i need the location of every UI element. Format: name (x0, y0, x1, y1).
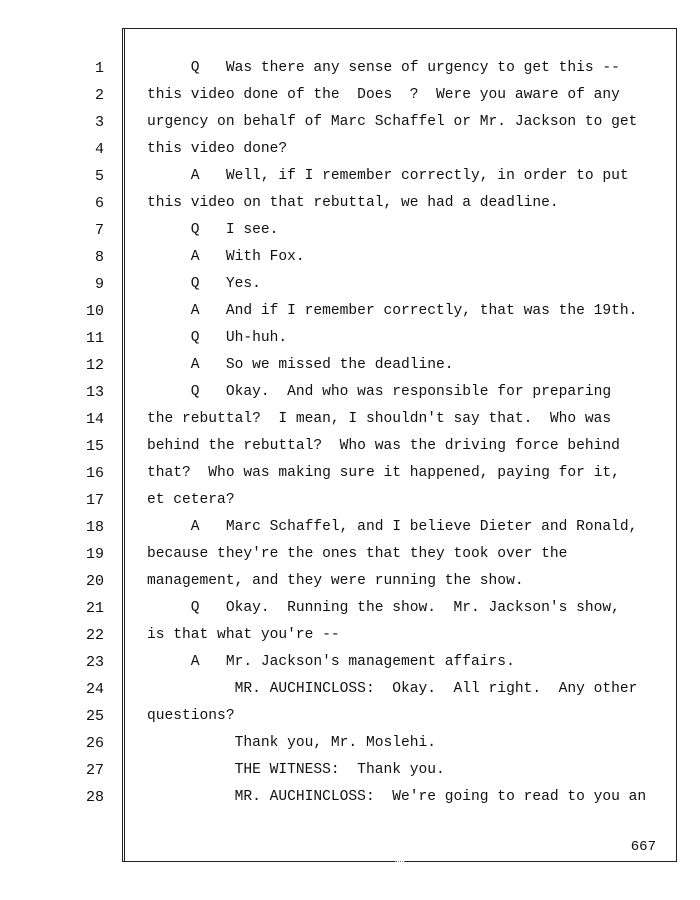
transcript-line (0, 55, 700, 82)
line-number: 19 (85, 546, 104, 563)
transcript-line (0, 676, 700, 703)
line-number: 11 (85, 330, 104, 347)
transcript-line (0, 82, 700, 109)
transcript-line (0, 487, 700, 514)
transcript-line (0, 622, 700, 649)
line-number: 17 (85, 492, 104, 509)
transcript-line (0, 514, 700, 541)
transcript-line (0, 703, 700, 730)
frame-bottom-border-right (405, 861, 677, 862)
transcript-line (0, 244, 700, 271)
line-number: 14 (85, 411, 104, 428)
transcript-line (0, 136, 700, 163)
frame-bottom-border-left (122, 861, 395, 862)
line-text: Thank you, Mr. Moslehi. (147, 735, 437, 751)
line-number: 25 (85, 708, 104, 725)
line-text: MR. AUCHINCLOSS: We're going to read to you an (147, 789, 647, 805)
transcript-line (0, 163, 700, 190)
transcript-line (0, 190, 700, 217)
line-text: because they're the ones that they took over the (147, 546, 568, 562)
line-number: 4 (94, 141, 104, 158)
line-number: 28 (85, 789, 104, 806)
line-text: management, and they were running the show. (147, 573, 524, 589)
transcript-line (0, 271, 700, 298)
line-number: 9 (94, 276, 104, 293)
frame-top-border (122, 28, 677, 29)
line-text: that? Who was making sure it happened, paying for it, (147, 465, 620, 481)
line-number: 10 (85, 303, 104, 320)
line-number: 15 (85, 438, 104, 455)
line-text: Q Was there any sense of urgency to get this -- (147, 60, 620, 76)
line-number: 13 (85, 384, 104, 401)
transcript-line (0, 325, 700, 352)
line-text: behind the rebuttal? Who was the driving force behind (147, 438, 620, 454)
page-number: 667 (630, 839, 656, 855)
line-number: 3 (94, 114, 104, 131)
line-number: 27 (85, 762, 104, 779)
transcript-line (0, 541, 700, 568)
line-number: 7 (94, 222, 104, 239)
transcript-line (0, 217, 700, 244)
transcript-line (0, 595, 700, 622)
line-text: the rebuttal? I mean, I shouldn't say that. Who was (147, 411, 612, 427)
line-text: A Mr. Jackson's management affairs. (147, 654, 515, 670)
line-number: 23 (85, 654, 104, 671)
line-text: et cetera? (147, 492, 235, 508)
line-text: Q I see. (147, 222, 279, 238)
line-text: Q Okay. Running the show. Mr. Jackson's show, (147, 600, 620, 616)
transcript-line (0, 757, 700, 784)
line-text: A And if I remember correctly, that was the 19th. (147, 303, 638, 319)
transcript-line (0, 109, 700, 136)
line-number: 2 (94, 87, 104, 104)
line-text: this video done? (147, 141, 288, 157)
line-text: Q Okay. And who was responsible for preparing (147, 384, 612, 400)
line-text: this video done of the Does ? Were you aware of any (147, 87, 620, 103)
transcript-line (0, 433, 700, 460)
line-text: THE WITNESS: Thank you. (147, 762, 445, 778)
line-text: A So we missed the deadline. (147, 357, 454, 373)
line-text: A With Fox. (147, 249, 305, 265)
line-text: MR. AUCHINCLOSS: Okay. All right. Any other (147, 681, 638, 697)
line-number: 24 (85, 681, 104, 698)
frame-bottom-gap (395, 861, 405, 862)
transcript-line (0, 298, 700, 325)
line-text: questions? (147, 708, 235, 724)
line-number: 5 (94, 168, 104, 185)
line-number: 18 (85, 519, 104, 536)
line-number: 1 (94, 60, 104, 77)
line-text: this video on that rebuttal, we had a deadline. (147, 195, 559, 211)
line-number: 20 (85, 573, 104, 590)
transcript-line (0, 649, 700, 676)
line-number: 21 (85, 600, 104, 617)
line-text: is that what you're -- (147, 627, 340, 643)
line-number: 6 (94, 195, 104, 212)
line-number: 22 (85, 627, 104, 644)
line-text: Q Uh-huh. (147, 330, 288, 346)
transcript-line (0, 406, 700, 433)
line-number: 16 (85, 465, 104, 482)
transcript-line (0, 352, 700, 379)
line-number: 12 (85, 357, 104, 374)
line-text: Q Yes. (147, 276, 261, 292)
line-number: 8 (94, 249, 104, 266)
transcript-line (0, 730, 700, 757)
line-text: A Well, if I remember correctly, in order to put (147, 168, 629, 184)
transcript-line (0, 379, 700, 406)
line-text: A Marc Schaffel, and I believe Dieter and Ronald, (147, 519, 638, 535)
transcript-line (0, 460, 700, 487)
transcript-line (0, 568, 700, 595)
line-number: 26 (85, 735, 104, 752)
transcript-line (0, 784, 700, 811)
line-text: urgency on behalf of Marc Schaffel or Mr. Jackson to get (147, 114, 638, 130)
